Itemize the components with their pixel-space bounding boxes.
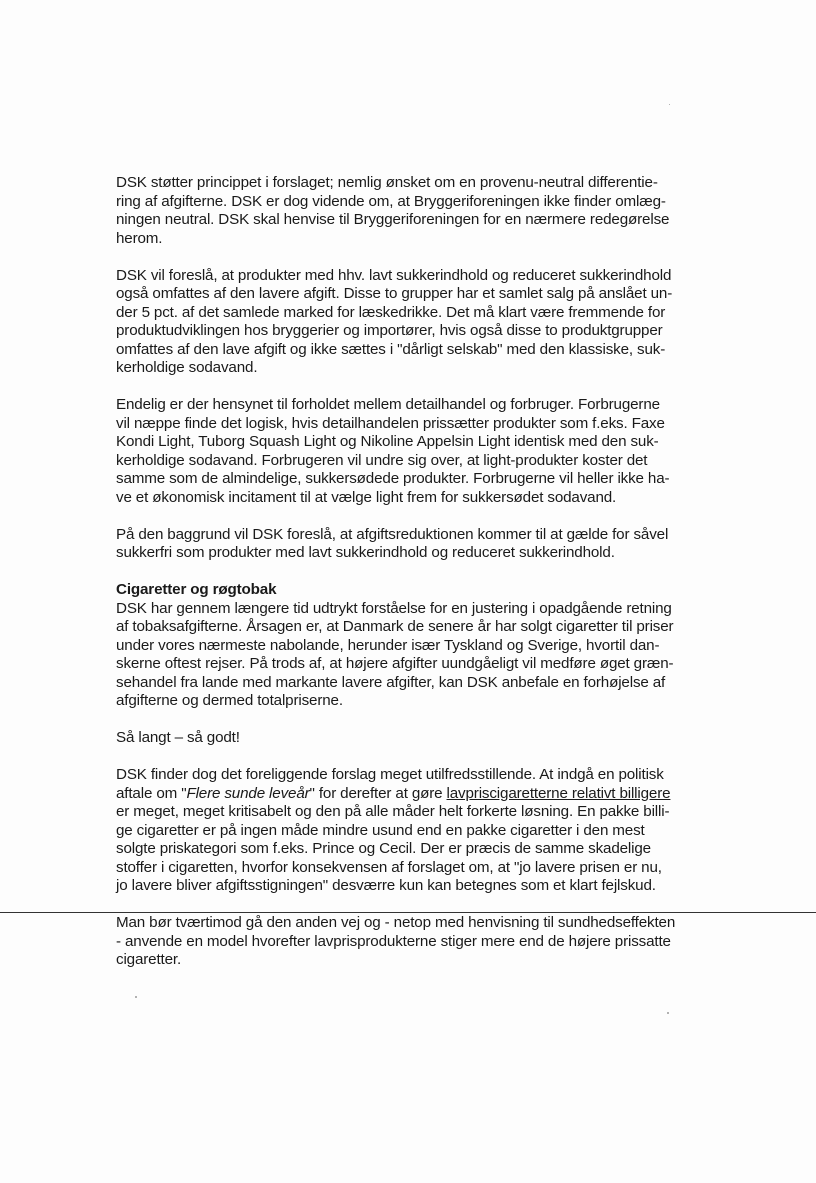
text-line: stoffer i cigaretten, hvorfor konsekvensen af forslaget om, at "jo lavere prisen er nu, (116, 858, 662, 876)
text-line: DSK finder dog det foreliggende forslag meget utilfredsstillende. At indgå en politisk (116, 766, 664, 783)
text-line: sehandel fra lande med markante lavere afgifter, kan DSK anbefale en forhøjelse af (116, 673, 666, 691)
text-line: Kondi Light, Tuborg Squash Light og Nikoline Appelsin Light identisk med den suk- (116, 433, 659, 450)
text-line: ge cigaretter er på ingen måde mindre usund end en pakke cigaretter i den mest (116, 821, 645, 839)
text-line: ningen neutral. DSK skal henvise til Bryggeriforeningen for en nærmere redegørelse (116, 211, 670, 228)
text-line: kerholdige sodavand. (116, 359, 258, 376)
text-line: DSK har gennem længere tid udtrykt forståelse for en justering i opadgående retning (116, 599, 672, 617)
text-line: under vores nærmeste nabolande, herunder især Tyskland og Sverige, hvortil dan- (116, 636, 660, 654)
text-line: På den baggrund vil DSK foreslå, at afgiftsreduktionen kommer til at gælde for såvel (116, 525, 669, 543)
text-line: er meget, meget kritisabelt og den på alle måder helt forkerte løsning. En pakke billi- (116, 803, 670, 820)
underlined-phrase: lavpriscigaretterne relativt billigere (446, 784, 671, 802)
document-body (116, 174, 716, 970)
scan-speck (669, 104, 670, 105)
scan-artifact-line (0, 912, 816, 913)
text-line: herom. (116, 229, 163, 247)
text-line: DSK vil foreslå, at produkter med hhv. lavt sukkerindhold og reduceret sukkerindhold (116, 266, 672, 284)
paragraph-retail (116, 396, 716, 507)
text-line: ring af afgifterne. DSK er dog vidende om, at Bryggeriforeningen ikke finder omlæg- (116, 192, 666, 210)
text-line: vil næppe finde det logisk, hvis detailhandelen prissætter produkter som f.eks. Faxe (116, 414, 665, 432)
short-remark: Så langt – så godt! (116, 729, 240, 746)
text-line: ve et økonomisk incitament til at vælge light frem for sukkersødet sodavand. (116, 488, 617, 506)
text-line: Endelig er der hensynet til forholdet mellem detailhandel og forbruger. Forbrugerne (116, 396, 660, 413)
text-line: omfattes af den lave afgift og ikke sættes i "dårligt selskab" med den klassiske, suk- (116, 340, 666, 358)
scan-speck (667, 1012, 669, 1014)
section-heading: Cigaretter og røgtobak (116, 581, 277, 598)
text-line: samme som de almindelige, sukkersødede produkter. Forbrugerne vil heller ikke ha- (116, 470, 670, 487)
text-line: Man bør tværtimod gå den anden vej og - netop med henvisning til sundhedseffekten (116, 914, 676, 931)
text-line: solgte priskategori som f.eks. Prince og Cecil. Der er præcis de samme skadelige (116, 840, 651, 857)
paragraph-conclusion (116, 526, 716, 563)
text-line: produktudviklingen hos bryggerier og importører, hvis også disse to produktgrupper (116, 322, 663, 339)
text-line: cigaretter. (116, 951, 182, 968)
paragraph-closing (116, 914, 716, 970)
text-line: der 5 pct. af det samlede marked for læskedrikke. Det må klart være fremmende for (116, 303, 666, 321)
text-line: jo lavere bliver afgiftsstigningen" desværre kun kan betegnes som et klart fejlskud. (116, 877, 656, 894)
paragraph-tobacco (116, 600, 716, 711)
scan-speck (135, 996, 137, 998)
italic-title: Flere sunde leveår (186, 784, 310, 802)
paragraph-critique (116, 766, 716, 896)
text-line: også omfattes af den lavere afgift. Disse to grupper har et samlet salg på anslået un- (116, 285, 673, 302)
text-line: kerholdige sodavand. Forbrugeren vil undre sig over, at light-produkter koster det (116, 451, 648, 469)
text-line: DSK støtter princippet i forslaget; nemlig ønsket om en provenu-neutral differentie- (116, 174, 658, 191)
text-line: sukkerfri som produkter med lavt sukkerindhold og reduceret sukkerindhold. (116, 544, 615, 561)
text-line: skerne oftest rejser. På trods af, at højere afgifter uundgåeligt vil medføre øget græn- (116, 655, 674, 672)
paragraph-intro (116, 174, 716, 248)
text-line: afgifterne og dermed totalpriserne. (116, 692, 343, 709)
text-line: - anvende en model hvorefter lavprisprodukterne stiger mere end de højere prissatte (116, 932, 671, 950)
text-line: af tobaksafgifterne. Årsagen er, at Danmark de senere år har solgt cigaretter til priser (116, 618, 674, 635)
text-run: " for derefter at gøre (309, 784, 447, 802)
text-line-mixed (116, 785, 716, 804)
text-run: aftale om " (116, 784, 187, 802)
paragraph-proposal (116, 267, 716, 378)
